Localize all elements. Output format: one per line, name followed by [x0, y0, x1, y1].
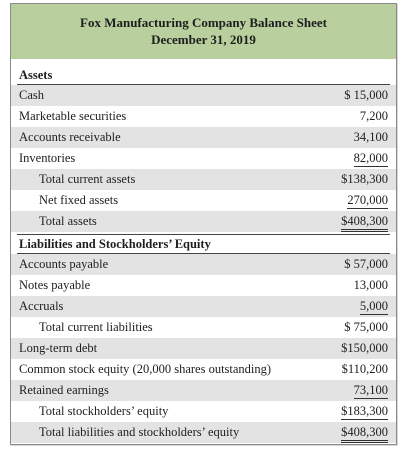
row-value: $183,300: [341, 404, 388, 418]
balance-sheet-header: [11, 4, 396, 59]
table-row: [11, 275, 396, 296]
row-value: $110,200: [341, 362, 388, 376]
table-row: [11, 359, 396, 380]
liabilities-heading: Liabilities and Stockholders’ Equity: [19, 237, 211, 251]
row-value: 5,000: [359, 299, 388, 313]
row-label: Total assets: [39, 214, 97, 228]
row-label: Long-term debt: [19, 341, 98, 355]
table-row: [11, 254, 396, 275]
row-label: Notes payable: [19, 278, 91, 292]
table-row: [11, 169, 396, 190]
row-label: Inventories: [19, 151, 76, 165]
row-value: 7,200: [359, 109, 388, 123]
table-row: [11, 296, 396, 317]
row-label: Common stock equity (20,000 shares outstanding): [19, 362, 272, 376]
row-label: Retained earnings: [19, 383, 109, 397]
row-value: 34,100: [353, 130, 388, 144]
table-row: [11, 190, 396, 211]
row-value: $408,300: [341, 214, 388, 232]
assets-heading: Assets: [19, 68, 53, 82]
row-label: Accruals: [19, 299, 64, 313]
table-row: [11, 211, 396, 232]
table-row: [11, 317, 396, 338]
row-value: $ 15,000: [344, 88, 388, 102]
row-label: Marketable securities: [19, 109, 127, 123]
table-row: [11, 148, 396, 169]
table-row: [11, 85, 396, 106]
balance-sheet: [10, 3, 397, 445]
row-label: Total current assets: [39, 172, 136, 186]
row-label: Cash: [19, 88, 44, 102]
table-row: [11, 106, 396, 127]
table-row: [11, 422, 396, 443]
table-row: [11, 401, 396, 422]
row-label: Accounts receivable: [19, 130, 121, 144]
row-label: Net fixed assets: [39, 193, 119, 207]
row-value: $150,000: [341, 341, 388, 355]
row-label: Accounts payable: [19, 257, 109, 271]
row-value: $408,300: [341, 425, 388, 443]
company-title: Fox Manufacturing Company Balance Sheet: [80, 15, 327, 30]
row-value: $138,300: [341, 172, 388, 186]
row-label: Total current liabilities: [39, 320, 153, 334]
row-value: 270,000: [347, 193, 388, 207]
table-row: [11, 127, 396, 148]
liabilities-top-divider: [17, 234, 390, 235]
row-value: $ 57,000: [344, 257, 388, 271]
row-value: 73,100: [353, 383, 388, 397]
statement-date: December 31, 2019: [151, 32, 256, 47]
row-label: Total liabilities and stockholders’ equity: [39, 425, 240, 439]
row-label: Total stockholders’ equity: [39, 404, 169, 418]
row-value: 82,000: [353, 151, 388, 165]
table-row: [11, 380, 396, 401]
row-value: 13,000: [353, 278, 388, 292]
row-value: $ 75,000: [344, 320, 388, 334]
table-row: [11, 338, 396, 359]
